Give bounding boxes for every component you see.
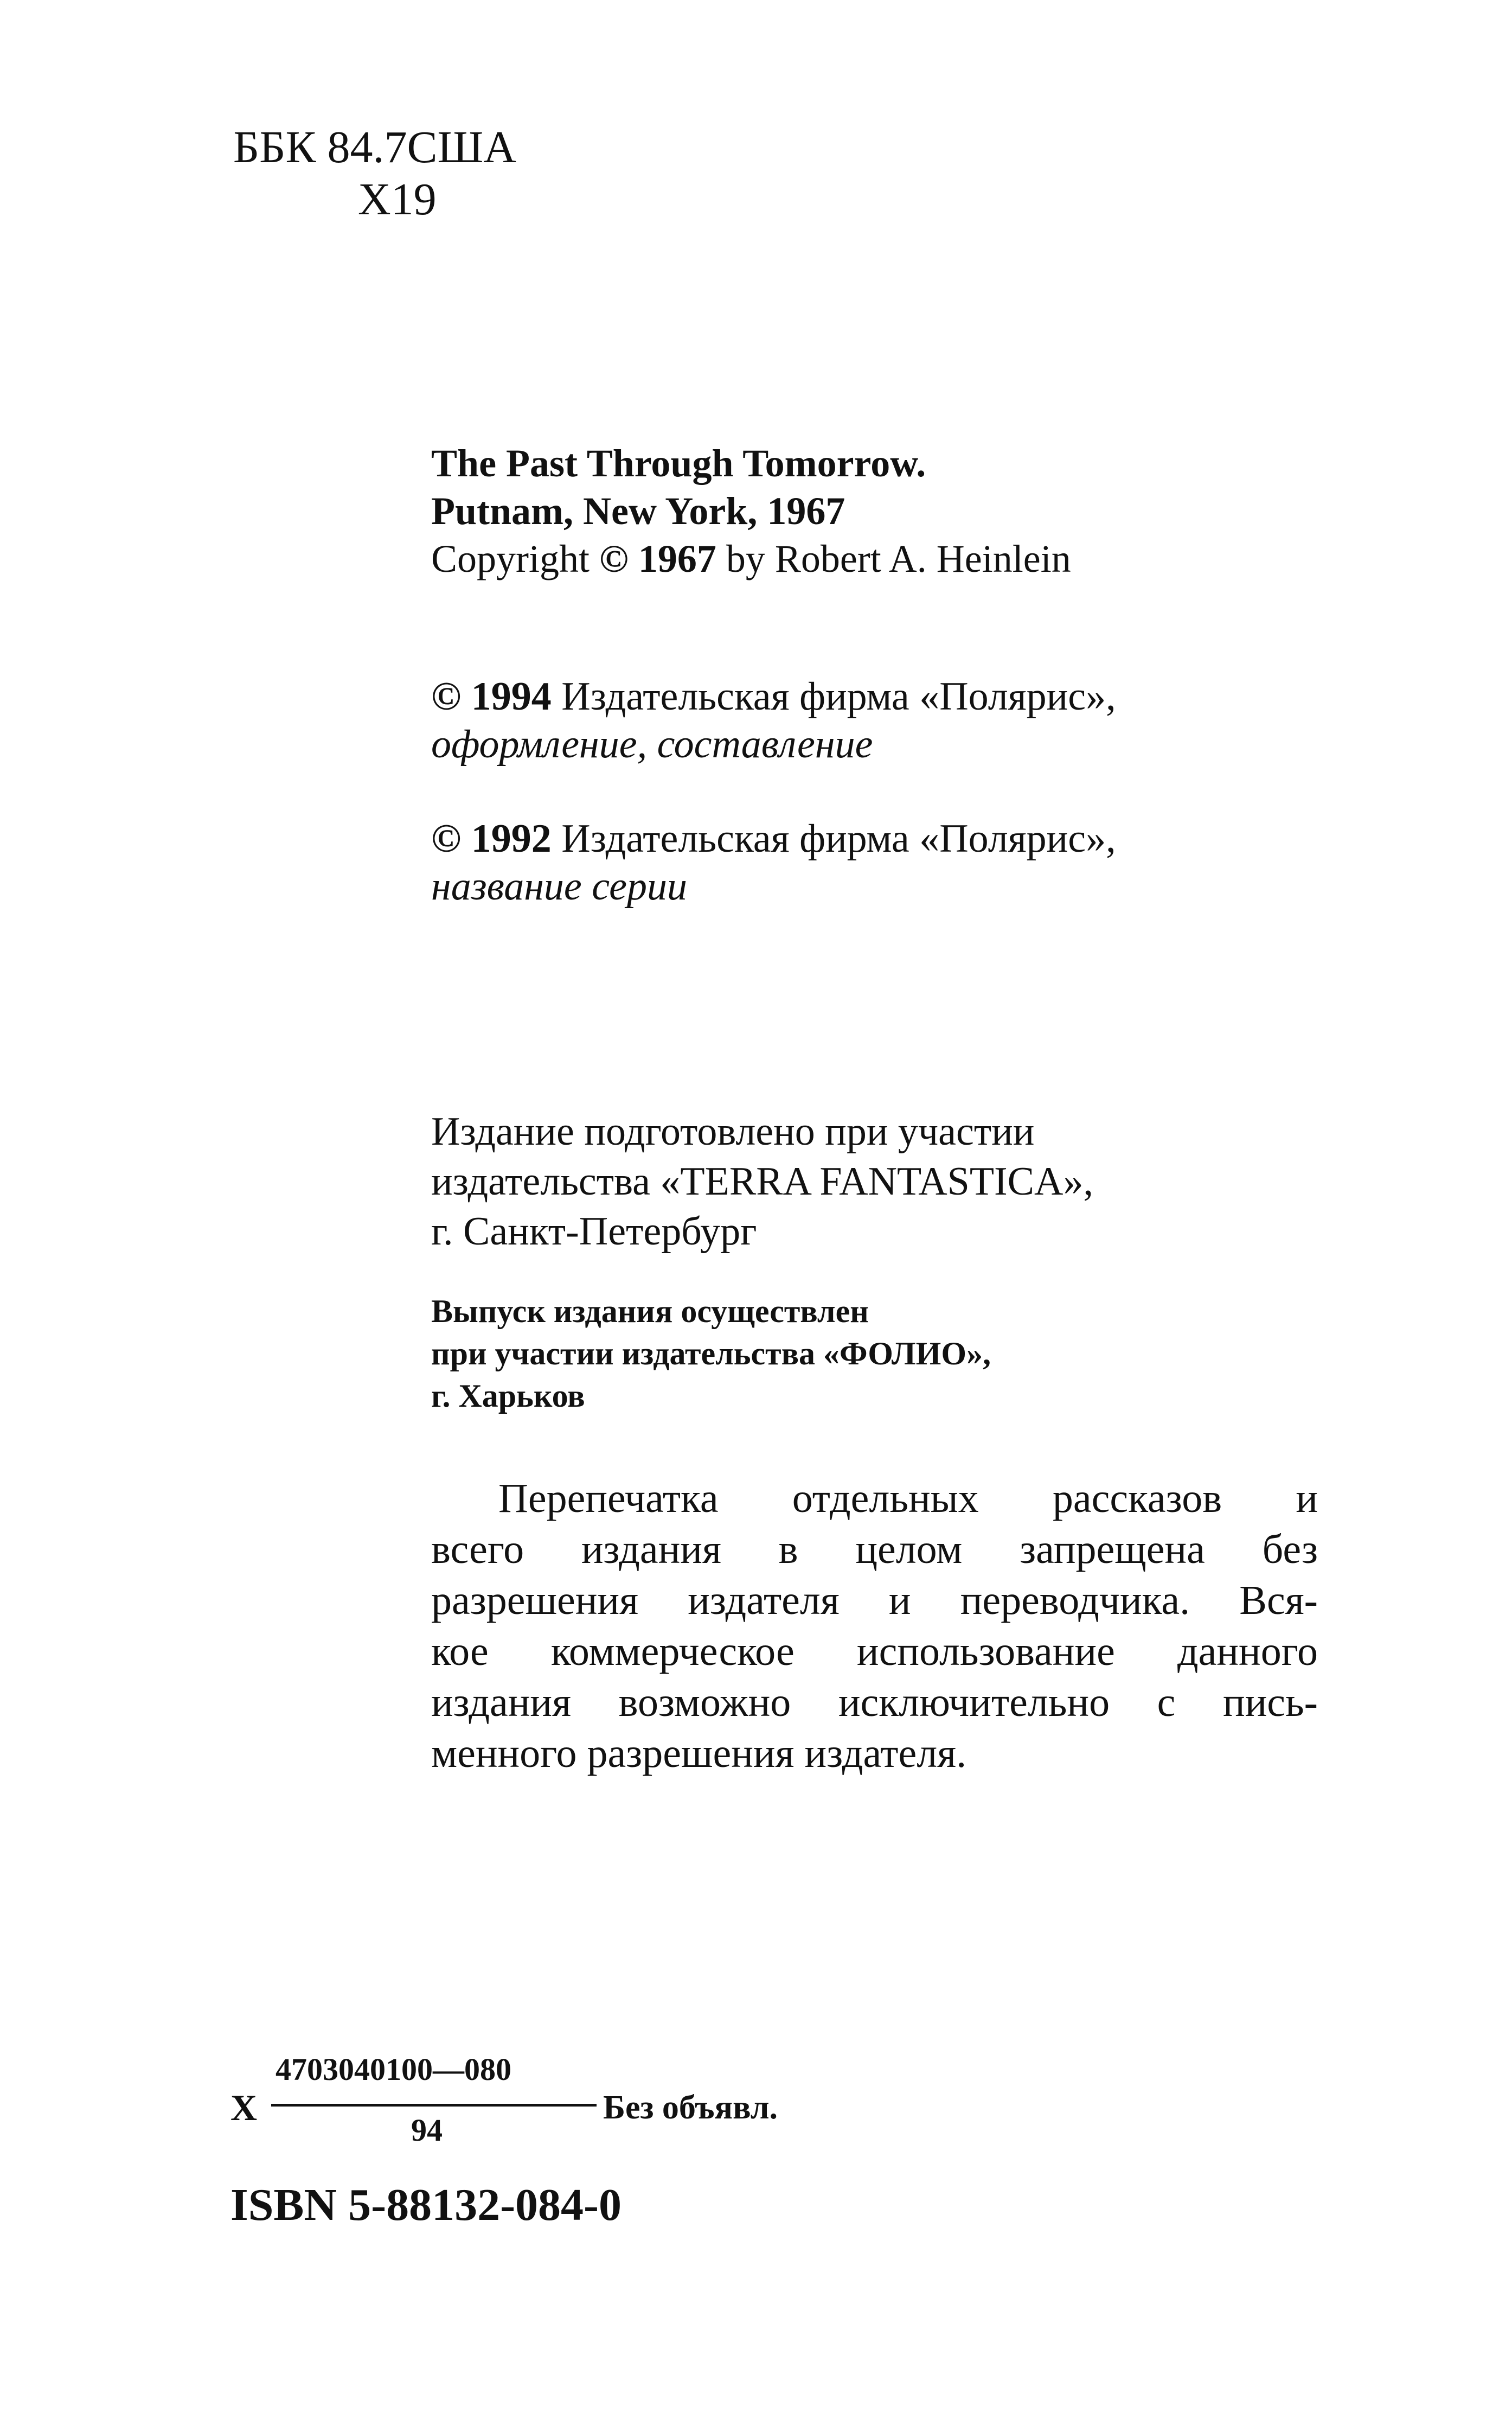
price-formula-denominator: 94 bbox=[411, 2112, 443, 2148]
folio-line: Выпуск издания осуществлен bbox=[431, 1293, 869, 1329]
price-formula-numerator: 4703040100—080 bbox=[276, 2052, 511, 2087]
original-copyright bbox=[431, 535, 1071, 583]
reprint-notice bbox=[431, 1473, 1318, 1779]
polaris-design-publisher: Издательская фирма «Полярис», bbox=[561, 674, 1116, 719]
notice-line: Перепечатка отдельных рассказов и bbox=[498, 1476, 1318, 1521]
price-formula-letter: Х bbox=[230, 2087, 258, 2128]
copyright-year: 1967 bbox=[638, 537, 716, 580]
original-edition-block bbox=[431, 439, 1071, 583]
folio-note bbox=[431, 1290, 991, 1417]
terra-line: Издание подготовлено при участии bbox=[431, 1109, 1035, 1154]
terra-line: издательства «TERRA FANTASTICA», bbox=[431, 1159, 1093, 1204]
notice-line: кое коммерческое использование данного bbox=[431, 1629, 1318, 1674]
copyright-icon: © bbox=[431, 816, 462, 861]
folio-line: при участии издательства «ФОЛИО», bbox=[431, 1336, 991, 1371]
polaris-series-copyright bbox=[431, 815, 1116, 910]
notice-line: разрешения издателя и переводчика. Вся- bbox=[431, 1578, 1318, 1623]
polaris-series-scope: название серии bbox=[431, 864, 687, 909]
polaris-design-scope: оформление, составление bbox=[431, 722, 873, 767]
fraction-bar bbox=[271, 2104, 597, 2107]
original-title: The Past Through Tomorrow. bbox=[431, 442, 926, 485]
copyright-icon: © bbox=[431, 674, 462, 719]
terra-fantastica-note bbox=[431, 1107, 1093, 1256]
polaris-series-year: 1992 bbox=[471, 816, 552, 861]
copyright-label: Copyright bbox=[431, 537, 590, 580]
copyright-icon: © bbox=[599, 537, 629, 580]
bbk-code: ББК 84.7США bbox=[233, 122, 516, 173]
folio-line: г. Харьков bbox=[431, 1378, 585, 1414]
polaris-design-copyright bbox=[431, 673, 1116, 768]
notice-line: менного разрешения издателя. bbox=[431, 1731, 967, 1776]
copyright-holder: by Robert A. Heinlein bbox=[726, 537, 1071, 580]
original-publisher: Putnam, New York, 1967 bbox=[431, 489, 845, 533]
author-mark: Х19 bbox=[358, 174, 437, 225]
polaris-design-year: 1994 bbox=[471, 674, 552, 719]
isbn: ISBN 5-88132-084-0 bbox=[230, 2180, 622, 2230]
notice-line: всего издания в целом запрещена без bbox=[431, 1527, 1318, 1572]
polaris-series-publisher: Издательская фирма «Полярис», bbox=[561, 816, 1116, 861]
price-note: Без объявл. bbox=[603, 2089, 778, 2126]
notice-line: издания возможно исключительно с пись- bbox=[431, 1680, 1318, 1725]
terra-line: г. Санкт-Петербург bbox=[431, 1209, 757, 1254]
